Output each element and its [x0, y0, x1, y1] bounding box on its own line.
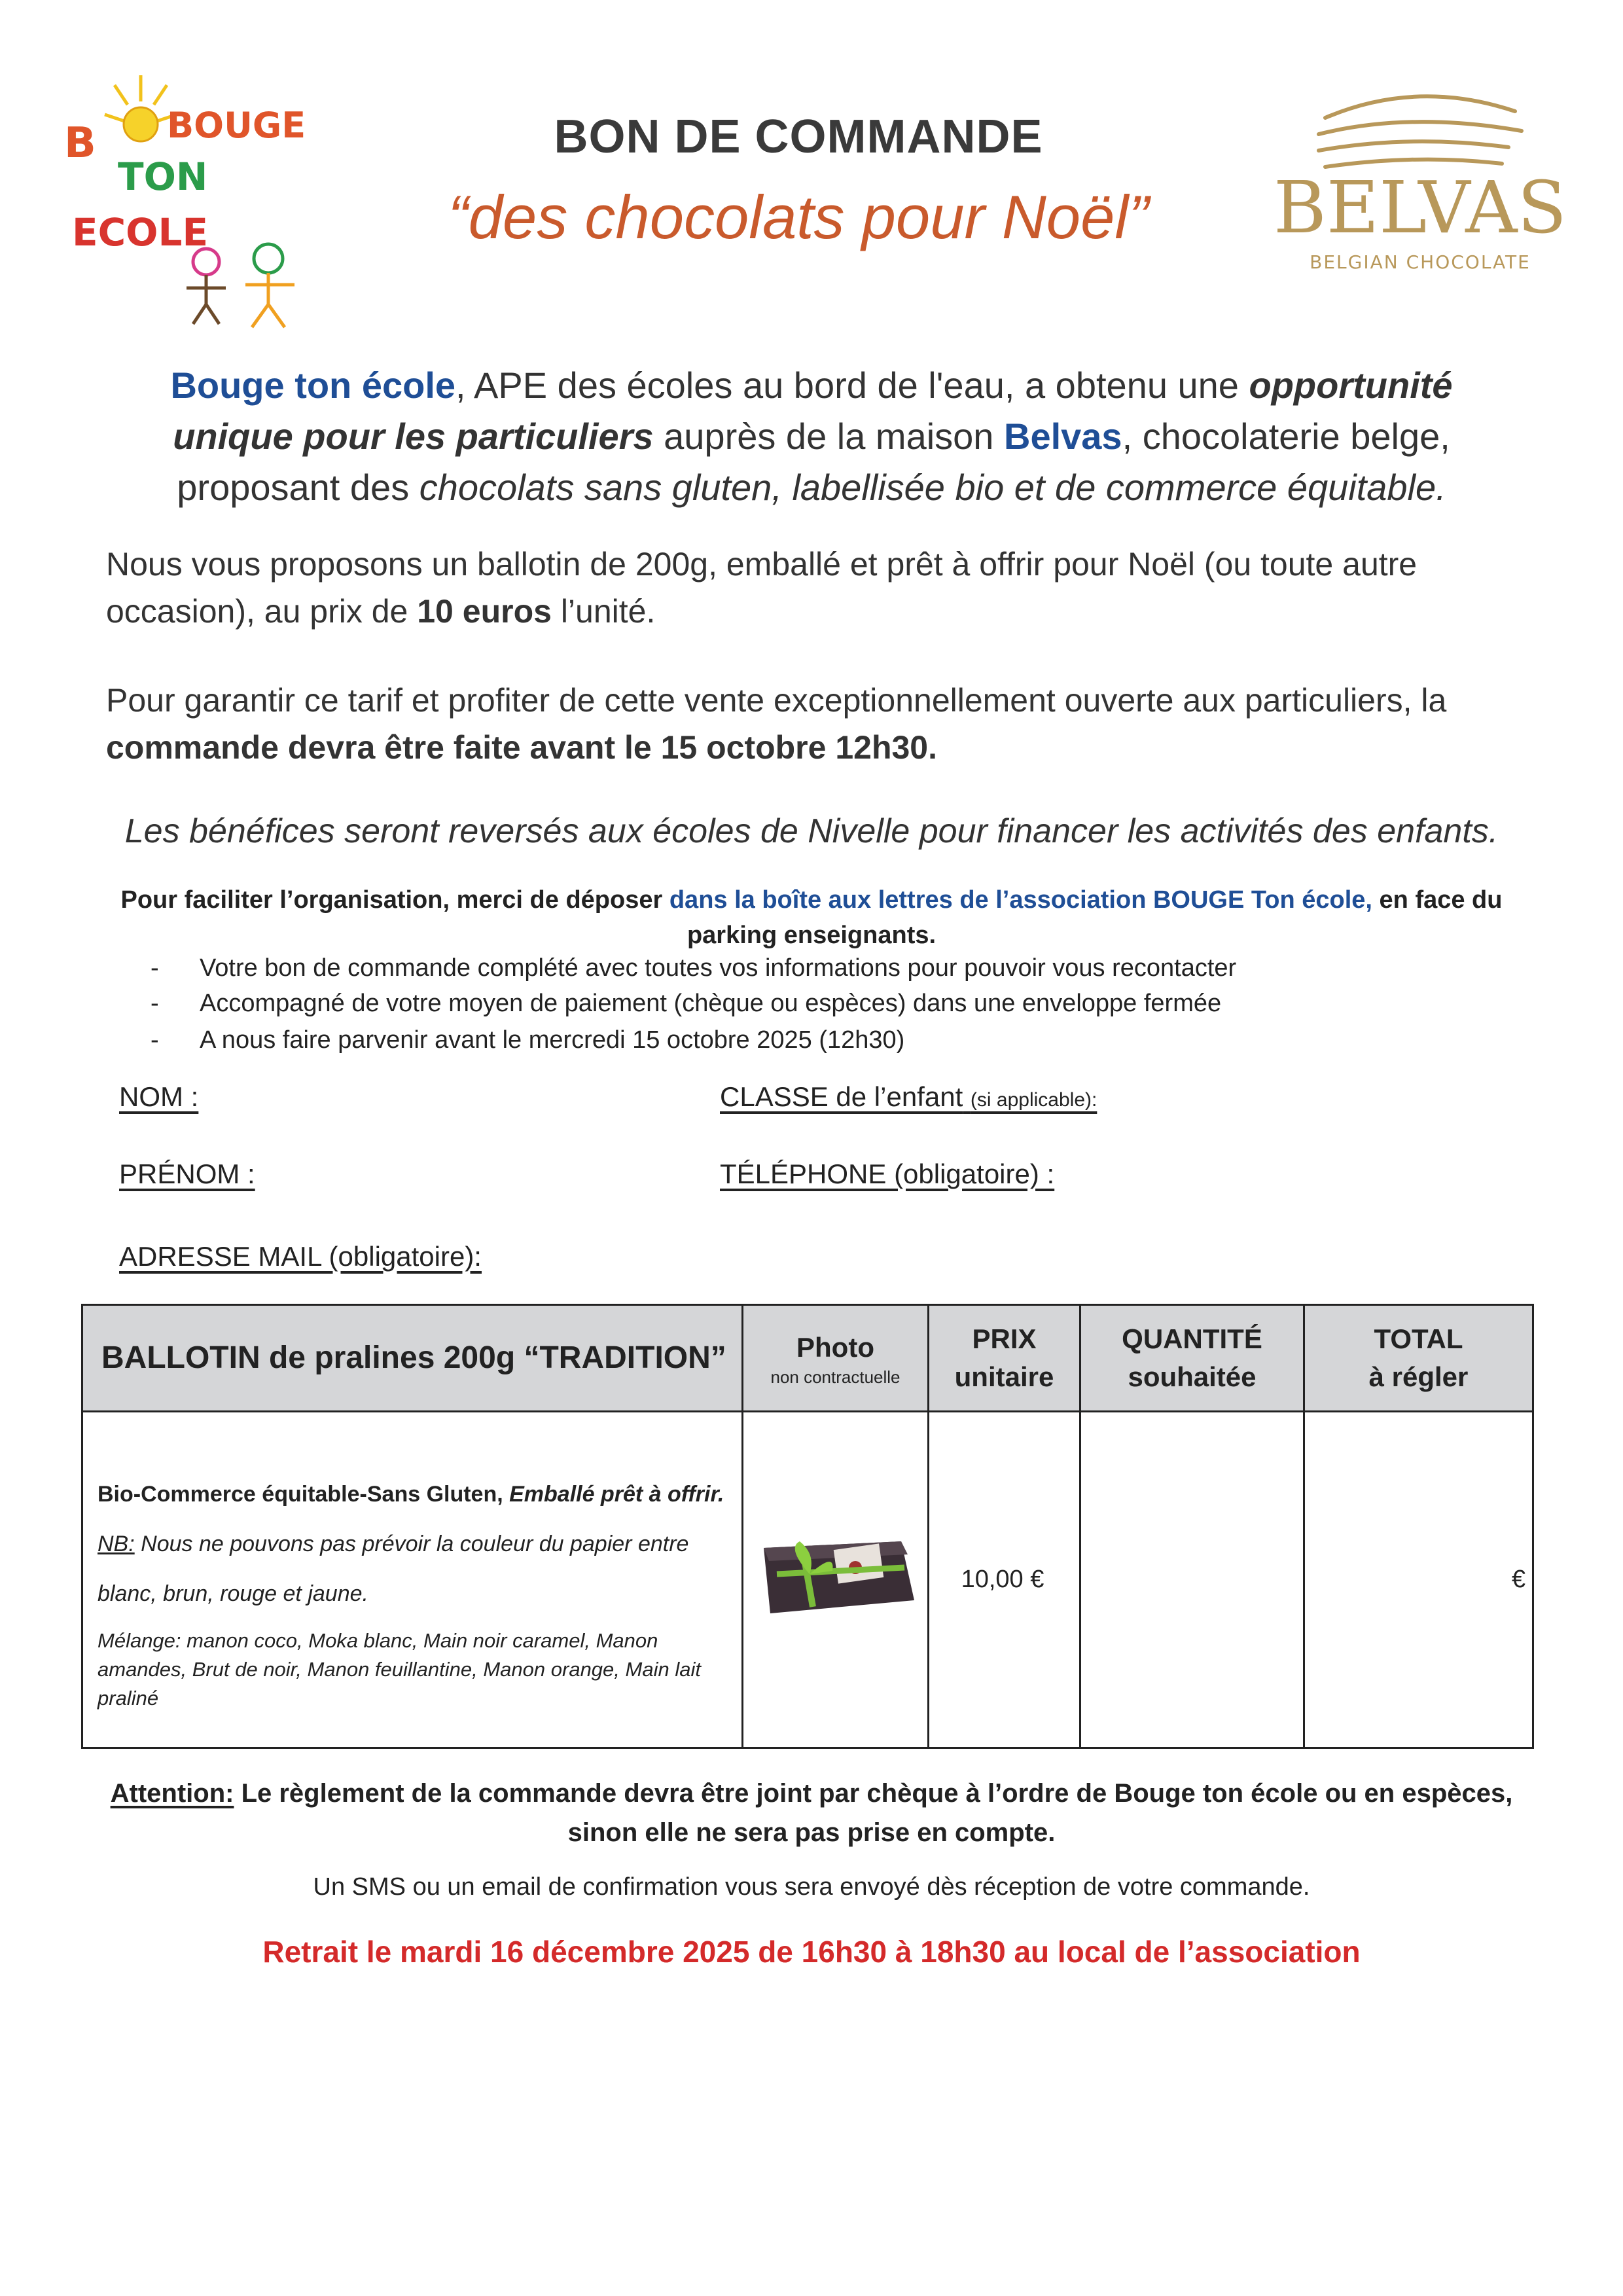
deadline-paragraph — [106, 677, 1533, 771]
total-field[interactable]: € — [1511, 1566, 1525, 1593]
telephone-label: TÉLÉPHONE (obligatoire) : — [720, 1158, 1055, 1189]
benefits-note: Les bénéfices seront reversés aux écoles de Nivelle pour financer les activités des enfants. — [124, 812, 1499, 850]
logo-word-ecole: ECOLE — [72, 210, 209, 255]
header-photo-label: Photo — [796, 1332, 874, 1363]
intro-association-name: Bouge ton école — [170, 365, 456, 406]
intro-unique: unique pour les particuliers — [173, 416, 654, 457]
svg-text:B: B — [64, 119, 96, 168]
intro-text-1: , APE des écoles au bord de l'eau, a obtenu une — [455, 365, 1249, 406]
bouge-ton-ecole-logo — [59, 62, 314, 331]
intro-line-3 — [98, 462, 1525, 513]
offer-price: 10 euros — [417, 593, 552, 630]
instruction-bullet: - Votre bon de commande complété avec toutes vos informations pour pouvoir vous recontacter — [151, 954, 1237, 982]
email-field[interactable] — [119, 1241, 482, 1272]
bullet-text: A nous faire parvenir avant le mercredi 15 octobre 2025 (12h30) — [200, 1026, 905, 1054]
bullet-text: Accompagné de votre moyen de paiement (chèque ou espèces) dans une enveloppe fermée — [200, 990, 1222, 1017]
confirmation-note: Un SMS ou un email de confirmation vous sera envoyé dès réception de votre commande. — [313, 1873, 1310, 1901]
intro-opportunity: opportunité — [1249, 365, 1453, 406]
offer-paragraph — [106, 541, 1533, 635]
attention-label: Attention: — [110, 1779, 234, 1808]
belvas-logo-drawing — [1274, 72, 1567, 275]
classe-label: CLASSE de l’enfant — [720, 1081, 963, 1112]
pickup-note: Retrait le mardi 16 décembre 2025 de 16h30 à 18h30 au local de l’association — [262, 1935, 1361, 1969]
page-subtitle: “des chocolats pour Noël” — [448, 183, 1149, 251]
nom-label: NOM : — [119, 1081, 199, 1112]
header-photo-note: non contractuelle — [770, 1367, 901, 1387]
attention-text: Le règlement de la commande devra être joint par chèque à l’ordre de Bouge ton école ou en espèces, sinon elle ne sera pas prise en compte. — [234, 1779, 1513, 1847]
product-description — [98, 1469, 739, 1619]
classe-note: (si applicable): — [970, 1089, 1097, 1111]
intro-belvas: Belvas — [1004, 416, 1122, 457]
belvas-tagline: BELGIAN CHOCOLATE — [1310, 251, 1531, 273]
product-melange: Mélange: manon coco, Moka blanc, Main noir caramel, Manon amandes, Brut de noir, Manon feuillantine, Manon orange, Main lait praliné — [98, 1629, 701, 1710]
intro-text-2: auprès de la maison — [653, 416, 1004, 457]
attention-note — [105, 1774, 1518, 1852]
email-label: ADRESSE MAIL (obligatoire): — [119, 1241, 482, 1272]
classe-field[interactable] — [720, 1081, 1097, 1113]
header-total-line2: à régler — [1368, 1361, 1469, 1392]
telephone-field[interactable] — [720, 1158, 1054, 1190]
header-product — [83, 1306, 741, 1410]
nom-field[interactable] — [119, 1081, 198, 1113]
logo-word-bouge: BOUGE — [167, 105, 306, 146]
ballotin-photo — [751, 1522, 921, 1626]
header-quantite-line1: QUANTITÉ — [1122, 1323, 1262, 1354]
deposit-text-1: Pour faciliter l’organisation, merci de déposer — [120, 886, 669, 914]
intro-text-4: proposant des — [177, 467, 419, 508]
offer-text-1: Nous vous proposons un ballotin de 200g, emballé et prêt à offrir pour Noël (ou toute autre occasion), au prix de — [106, 546, 1418, 630]
belvas-brand: BELVAS — [1274, 166, 1567, 249]
instruction-bullet: - Accompagné de votre moyen de paiement (chèque ou espèces) dans une enveloppe fermée — [151, 990, 1222, 1017]
header-product-label: BALLOTIN de pralines 200g “TRADITION” — [101, 1340, 726, 1375]
deposit-location: dans la boîte aux lettres de l’association BOUGE Ton école, — [669, 886, 1372, 914]
product-note: Nous ne pouvons pas prévoir la couleur du papier entre blanc, brun, rouge et jaune. — [98, 1532, 689, 1606]
unit-price: 10,00 € — [961, 1566, 1044, 1593]
bouge-logo-drawing — [59, 62, 314, 331]
intro-text-3: , chocolaterie belge, — [1122, 416, 1450, 457]
header-total-line1: TOTAL — [1374, 1323, 1463, 1354]
intro-chocolate-features: chocolats sans gluten, labellisée bio et de commerce équitable. — [419, 467, 1446, 508]
instruction-bullet-deadline: - A nous faire parvenir avant le mercredi 15 octobre 2025 (12h30) — [151, 1026, 905, 1054]
header-quantite-line2: souhaitée — [1128, 1361, 1257, 1392]
header-total — [1305, 1306, 1532, 1410]
header-prix-line1: PRIX — [972, 1323, 1037, 1354]
header-prix-line2: unitaire — [954, 1361, 1054, 1392]
header-photo — [743, 1306, 927, 1410]
offer-text-2: l’unité. — [551, 593, 656, 630]
order-table — [81, 1304, 1534, 1749]
header-prix — [929, 1306, 1079, 1410]
prenom-field[interactable] — [119, 1158, 255, 1190]
prenom-label: PRÉNOM : — [119, 1158, 255, 1189]
belvas-logo — [1274, 72, 1567, 275]
product-labels: Bio-Commerce équitable-Sans Gluten, — [98, 1482, 510, 1507]
deposit-text-2: en face du parking enseignants. — [687, 886, 1503, 949]
ballotin-image — [751, 1522, 921, 1626]
page-title: BON DE COMMANDE — [554, 111, 1043, 163]
intro-line-1 — [98, 360, 1525, 411]
header-quantite — [1081, 1306, 1303, 1410]
bullet-text: Votre bon de commande complété avec toutes vos informations pour pouvoir vous recontacter — [200, 954, 1237, 982]
product-packaging: Emballé prêt à offrir. — [509, 1482, 724, 1507]
deadline-text: Pour garantir ce tarif et profiter de cette vente exceptionnellement ouverte aux particuliers, la — [106, 682, 1447, 719]
logo-word-ton: TON — [118, 154, 208, 199]
deadline-bold: commande devra être faite avant le 15 octobre 12h30. — [106, 729, 937, 766]
product-nb: NB: — [98, 1532, 135, 1556]
intro-line-2 — [98, 411, 1525, 462]
deposit-instructions — [105, 882, 1518, 953]
